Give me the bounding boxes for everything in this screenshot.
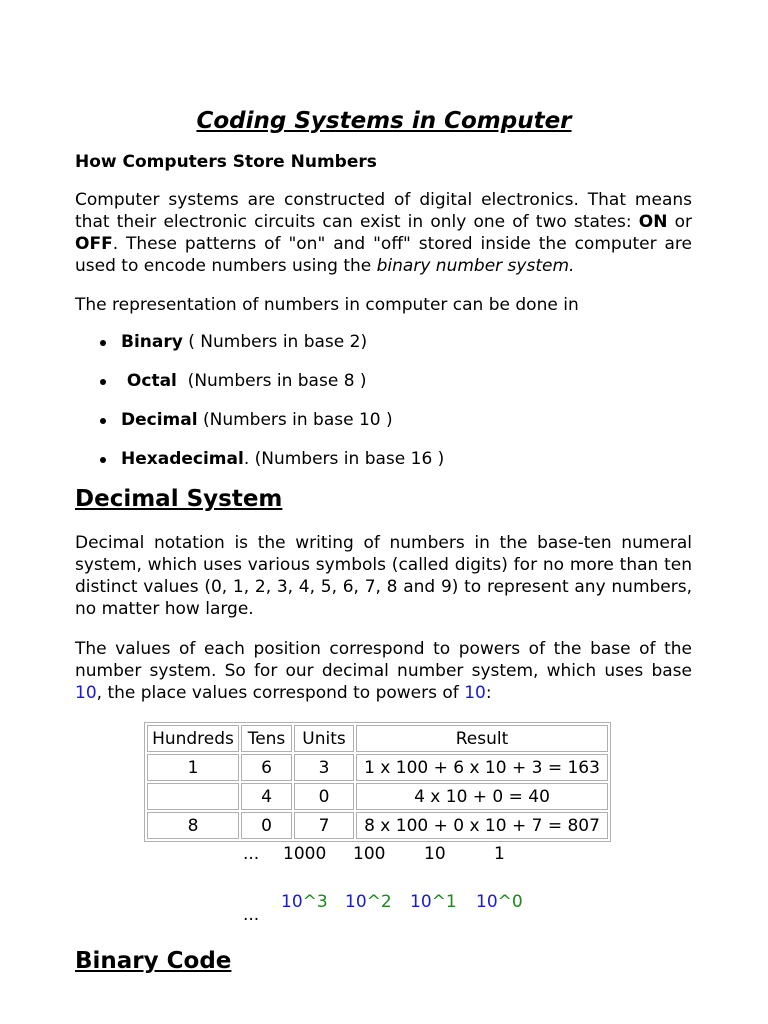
power-base: 10: [476, 892, 498, 912]
list-item: [98, 369, 444, 408]
table-header-row: [147, 725, 608, 752]
on-term: ON: [638, 212, 668, 232]
place-value-text-cont: , the place values correspond to powers of: [96, 683, 465, 703]
list-item-desc: ( Numbers in base 2): [182, 332, 368, 352]
decimal-paragraph: Decimal notation is the writing of numbers in the base-ten numeral system, which uses various symbols (called digits) for no more than ten distinct values (0, 1, 2, 3, 4, 5, 6, 7, 8 and 9) to represent any numbers, no matter how large.: [75, 533, 692, 619]
ellipsis: ...: [243, 844, 260, 864]
table-cell: 4 x 10 + 0 = 40: [356, 783, 608, 810]
table-cell: [147, 783, 239, 810]
table-cell: 7: [294, 812, 354, 839]
table-row: [147, 783, 608, 810]
power-base-value: 10: [464, 683, 486, 703]
power-exponent: ^3: [302, 892, 328, 912]
colon: :: [485, 683, 492, 703]
binary-heading: Binary Code: [75, 948, 232, 974]
power-exponent: ^1: [431, 892, 457, 912]
power-10-1: [410, 892, 457, 912]
power-base: 10: [281, 892, 303, 912]
place-value-text: The values of each position correspond to powers of the base of the number system. So for our decimal number system, which uses base: [75, 639, 692, 681]
intro-text-cont: . These patterns of "on" and "off" stored inside the computer are used to encode numbers using the: [75, 234, 692, 276]
intro-text: Computer systems are constructed of digital electronics. That means that their electronic circuits can exist in only one of two states:: [75, 190, 692, 232]
table-cell: 8: [147, 812, 239, 839]
list-item: [98, 408, 444, 447]
table-cell: 0: [241, 812, 292, 839]
power-10-0: [476, 892, 523, 912]
off-term: OFF: [75, 234, 113, 254]
table-row: [147, 754, 608, 781]
table-cell: 0: [294, 783, 354, 810]
power-base: 10: [410, 892, 432, 912]
power-base: 10: [345, 892, 367, 912]
section-subheading: How Computers Store Numbers: [75, 152, 377, 172]
power-exponent: ^0: [497, 892, 523, 912]
column-header: Tens: [241, 725, 292, 752]
place-value-1: 1: [494, 844, 505, 864]
ellipsis: ...: [243, 905, 260, 925]
intro-paragraph: [75, 189, 692, 277]
place-value-10: 10: [424, 844, 446, 864]
list-item: [98, 330, 444, 369]
list-item-desc: . (Numbers in base 16 ): [243, 449, 445, 469]
representation-paragraph: The representation of numbers in computer can be done in: [75, 295, 579, 315]
list-item: [98, 447, 444, 486]
base-value: 10: [75, 683, 97, 703]
table-cell: 4: [241, 783, 292, 810]
place-value-1000: 1000: [283, 844, 327, 864]
table-cell: 8 x 100 + 0 x 10 + 7 = 807: [356, 812, 608, 839]
list-item-desc: (Numbers in base 8 ): [176, 371, 367, 391]
table-cell: 6: [241, 754, 292, 781]
decimal-heading: Decimal System: [75, 486, 283, 512]
page-title: Coding Systems in Computer: [196, 108, 572, 134]
power-10-3: [281, 892, 328, 912]
column-header: Units: [294, 725, 354, 752]
table-cell: 1: [147, 754, 239, 781]
list-item-term: Decimal: [121, 410, 198, 430]
table-row: [147, 812, 608, 839]
power-exponent: ^2: [366, 892, 392, 912]
number-systems-list: [98, 330, 444, 486]
or-text: or: [667, 212, 692, 232]
list-item-term: Hexadecimal: [121, 449, 244, 469]
place-value-table: [144, 722, 611, 842]
list-item-desc: (Numbers in base 10 ): [197, 410, 393, 430]
table-cell: 1 x 100 + 6 x 10 + 3 = 163: [356, 754, 608, 781]
place-value-paragraph: [75, 638, 692, 704]
list-item-term: Octal: [121, 371, 177, 391]
table-cell: 3: [294, 754, 354, 781]
place-value-100: 100: [353, 844, 386, 864]
binary-term: binary number system.: [376, 256, 575, 276]
column-header: Hundreds: [147, 725, 239, 752]
power-10-2: [345, 892, 392, 912]
column-header: Result: [356, 725, 608, 752]
list-item-term: Binary: [121, 332, 183, 352]
